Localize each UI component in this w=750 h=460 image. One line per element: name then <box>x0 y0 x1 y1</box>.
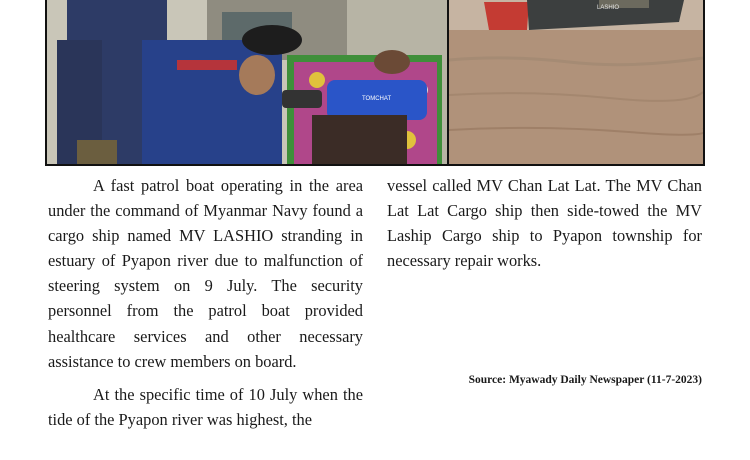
photo-strip <box>45 0 705 166</box>
article-right-column <box>387 173 702 273</box>
article-paragraph-2: At the specific time of 10 July when the tide of the Pyapon river was highest, the <box>48 384 363 429</box>
ship-name-text: LASHIO <box>597 5 620 11</box>
article-left-column <box>48 173 363 432</box>
shirt-text: TOMCHAT <box>362 96 392 102</box>
article-paragraph-1: A fast patrol boat operating in the area under the command of Myanmar Navy found a cargo ship named MV LASHIO stranding in estuary of Pyapon river due to malfunction of steering system on 9 July. The security personnel from the patrol boat provided healthcare services and other necessary assistance to crew members on board. <box>48 176 363 371</box>
ship-photo <box>449 0 703 164</box>
source-credit: Source: Myawady Daily Newspaper (11-7-2023) <box>468 374 702 386</box>
medical-check-photo <box>47 0 447 164</box>
article-paragraph-3: vessel called MV Chan Lat Lat. The MV Chan Lat Lat Cargo ship then side-towed the MV Laship Cargo ship to Pyapon township for necessary repair works. <box>387 176 702 271</box>
